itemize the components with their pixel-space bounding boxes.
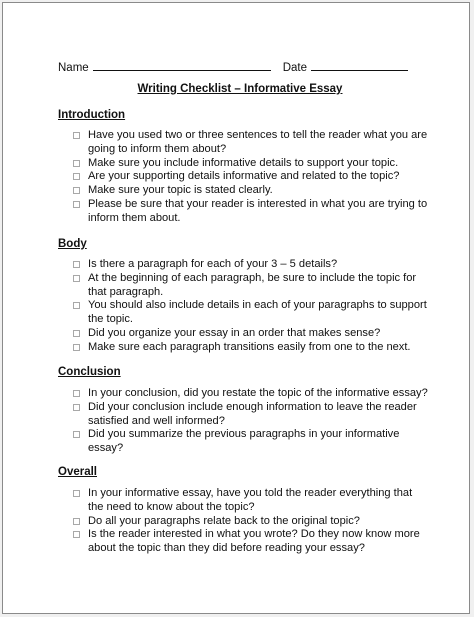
checkbox-icon[interactable] [73, 201, 80, 208]
section-heading-introduction: Introduction [58, 109, 126, 121]
checklist-item-text: Have you used two or three sentences to tell the reader what you are going to inform them about? [88, 129, 428, 155]
date-label: Date [282, 62, 307, 74]
checklist-item [73, 157, 428, 171]
checklist-item-text: Did you summarize the previous paragraphs in your informative essay? [88, 428, 400, 455]
checkbox-icon[interactable] [73, 431, 80, 438]
checklist-item [73, 198, 428, 226]
conclusion-checklist [73, 387, 428, 456]
checklist-item-text: In your informative essay, have you told the reader everything that the need to know about the topic? [88, 487, 413, 513]
checklist-item [73, 184, 428, 198]
checklist-item-text: Is the reader interested in what you wrote? Do they now know more about the topic than they did before reading your essay? [88, 528, 420, 555]
section-heading-body: Body [58, 238, 87, 250]
checklist-item [73, 327, 428, 341]
checklist-item-text: You should also include details in each of your paragraphs to support the topic. [88, 299, 427, 326]
worksheet-page [2, 2, 470, 614]
checklist-item-text: Is there a paragraph for each of your 3 – 5 details? [88, 258, 338, 270]
checklist-item [73, 341, 428, 355]
checkbox-icon[interactable] [73, 531, 80, 538]
date-blank-line [311, 60, 408, 71]
overall-checklist [73, 487, 428, 556]
page-title: Writing Checklist – Informative Essay [137, 83, 343, 95]
checklist-item-text: Please be sure that your reader is interested in what you are trying to inform them about. [88, 197, 428, 224]
checklist-item-text: Did your conclusion include enough information to leave the reader satisfied and well informed? [88, 400, 417, 427]
checklist-item-text: At the beginning of each paragraph, be sure to include the topic for that paragraph. [88, 271, 417, 298]
checklist-item-text: Make sure each paragraph transitions easily from one to the next. [88, 340, 411, 353]
name-date-row [58, 60, 418, 74]
section-heading-conclusion: Conclusion [58, 366, 121, 378]
checkbox-icon[interactable] [73, 344, 80, 351]
checklist-item [73, 428, 428, 456]
checkbox-icon[interactable] [73, 518, 80, 525]
checklist-item-text: Did you organize your essay in an order that makes sense? [88, 326, 381, 339]
checklist-item-text: Do all your paragraphs relate back to the original topic? [88, 514, 360, 527]
checklist-item [73, 387, 428, 401]
checklist-item [73, 528, 428, 556]
checkbox-icon[interactable] [73, 187, 80, 194]
checkbox-icon[interactable] [73, 160, 80, 167]
checklist-item [73, 272, 428, 300]
checklist-item [73, 258, 428, 272]
checkbox-icon[interactable] [73, 275, 80, 282]
checklist-item [73, 515, 428, 529]
checklist-item [73, 487, 428, 515]
checklist-item [73, 299, 428, 327]
checkbox-icon[interactable] [73, 390, 80, 397]
checkbox-icon[interactable] [73, 173, 80, 180]
checklist-item [73, 129, 428, 157]
checklist-item [73, 170, 428, 184]
checklist-item [73, 401, 428, 429]
checklist-item-text: Are your supporting details informative and related to the topic? [88, 170, 400, 183]
checkbox-icon[interactable] [73, 490, 80, 497]
name-label: Name [58, 62, 89, 74]
checkbox-icon[interactable] [73, 330, 80, 337]
section-heading-overall: Overall [58, 466, 97, 478]
checkbox-icon[interactable] [73, 404, 80, 411]
checkbox-icon[interactable] [73, 302, 80, 309]
checklist-item-text: Make sure you include informative details to support your topic. [88, 156, 399, 169]
checkbox-icon[interactable] [73, 132, 80, 139]
checkbox-icon[interactable] [73, 261, 80, 268]
name-blank-line [93, 60, 271, 71]
introduction-checklist [73, 129, 428, 226]
checklist-item-text: Make sure your topic is stated clearly. [88, 184, 273, 197]
checklist-item-text: In your conclusion, did you restate the topic of the informative essay? [88, 387, 428, 399]
body-checklist [73, 258, 428, 355]
